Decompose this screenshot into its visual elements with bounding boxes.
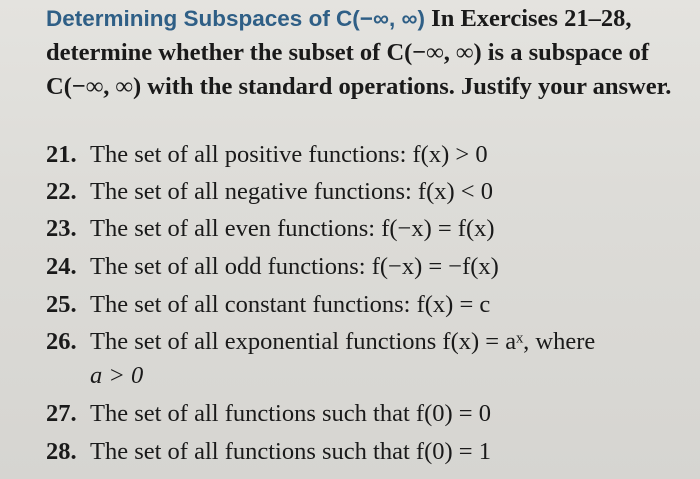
exercise-24 xyxy=(46,250,691,284)
exercise-text: The set of all exponential functions f(x) = aˣ, where xyxy=(90,328,596,355)
exercise-26 xyxy=(46,325,691,359)
instructions-text: In Exercises 21–28, determine whether the subset of C(−∞, ∞) is a subspace of C(−∞, ∞) with the standard operations. Justify your answer. xyxy=(46,5,672,100)
exercise-21 xyxy=(46,138,691,172)
exercise-number: 28. xyxy=(46,438,77,465)
exercise-text: The set of all positive functions: f(x) > 0 xyxy=(90,141,488,168)
exercise-number: 22. xyxy=(46,178,77,205)
exercise-26-continuation: a > 0 xyxy=(90,362,144,389)
exercise-23 xyxy=(46,212,691,246)
exercise-number: 24. xyxy=(46,253,77,280)
exercise-text: The set of all odd functions: f(−x) = −f(x) xyxy=(90,253,499,280)
exercise-25 xyxy=(46,288,691,322)
exercise-text: The set of all functions such that f(0) = 0 xyxy=(90,400,491,427)
exercise-text: The set of all functions such that f(0) = 1 xyxy=(90,438,491,465)
exercise-28 xyxy=(46,435,691,469)
exercise-text: The set of all even functions: f(−x) = f(x) xyxy=(90,215,495,242)
exercise-text: The set of all constant functions: f(x) = c xyxy=(90,291,491,318)
exercise-number: 23. xyxy=(46,215,77,242)
section-heading: Determining Subspaces of C(−∞, ∞) xyxy=(46,6,426,31)
exercise-instructions xyxy=(46,2,691,104)
exercise-number: 25. xyxy=(46,291,77,318)
exercise-22 xyxy=(46,175,691,209)
exercise-text: The set of all negative functions: f(x) < 0 xyxy=(90,178,493,205)
exercise-number: 21. xyxy=(46,141,77,168)
exercise-27 xyxy=(46,397,691,431)
exercise-number: 26. xyxy=(46,328,77,355)
exercise-number: 27. xyxy=(46,400,77,427)
